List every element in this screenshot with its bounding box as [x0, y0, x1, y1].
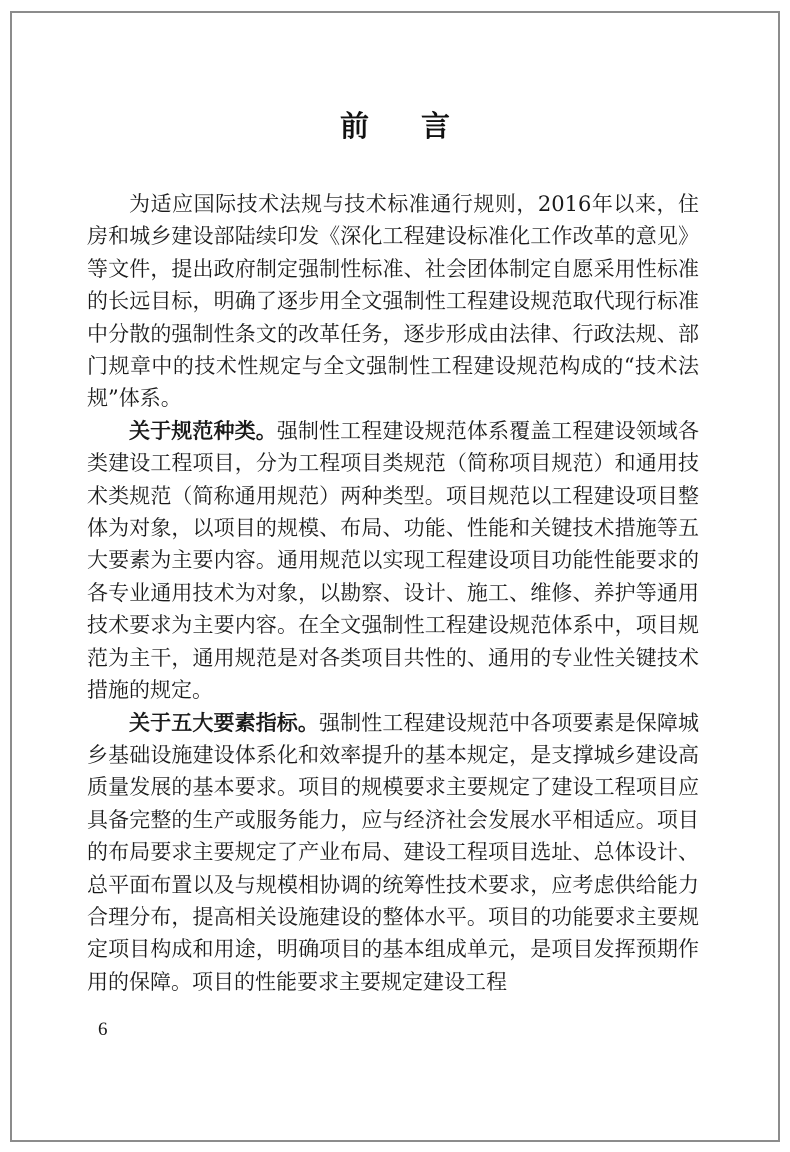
body-text [87, 188, 699, 998]
paragraph-five-elements [87, 707, 699, 999]
paragraph-lead: 关于五大要素指标。 [129, 710, 320, 735]
paragraph-spec-types [87, 415, 699, 707]
paragraph-intro [87, 188, 699, 415]
paragraph-text: 强制性工程建设规范中各项要素是保障城乡基础设施建设体系化和效率提升的基本规定，是支撑城乡建设高质量发展的基本要求。项目的规模要求主要规定了建设工程项目应具备完整的生产或服务能力，应与经济社会发展水平相适应。项目的布局要求主要规定了产业布局、建设工程项目选址、总体设计、总平面布置以及与规模相协调的统筹性技术要求，应考虑供给能力合理分布，提高相关设施建设的整体水平。项目的功能要求主要规定项目构成和用途，明确项目的基本组成单元，是项目发挥预期作用的保障。项目的性能要求主要规定建设工程 [87, 710, 700, 994]
paragraph-text: 强制性工程建设规范体系覆盖工程建设领域各类建设工程项目，分为工程项目类规范（简称项目规范）和通用技术类规范（简称通用规范）两种类型。项目规范以工程建设项目整体为对象，以项目的规模、布局、功能、性能和关键技术措施等五大要素为主要内容。通用规范以实现工程建设项目功能性能要求的各专业通用技术为对象，以勘察、设计、施工、维修、养护等通用技术要求为主要内容。在全文强制性工程建设规范体系中，项目规范为主干，通用规范是对各类项目共性的、通用的专业性关键技术措施的规定。 [87, 418, 700, 703]
page-number: 6 [98, 1019, 108, 1040]
paragraph-lead: 关于规范种类。 [129, 418, 277, 443]
paragraph-text: 为适应国际技术法规与技术标准通行规则，2016年以来，住房和城乡建设部陆续印发《深化工程建设标准化工作改革的意见》等文件，提出政府制定强制性标准、社会团体制定自愿采用性标准的长远目标，明确了逐步用全文强制性工程建设规范取代现行标准中分散的强制性条文的改革任务，逐步形成由法律、行政法规、部门规章中的技术性规定与全文强制性工程建设规范构成的“技术法规”体系。 [87, 192, 699, 411]
page-title: 前言 [339, 109, 502, 143]
